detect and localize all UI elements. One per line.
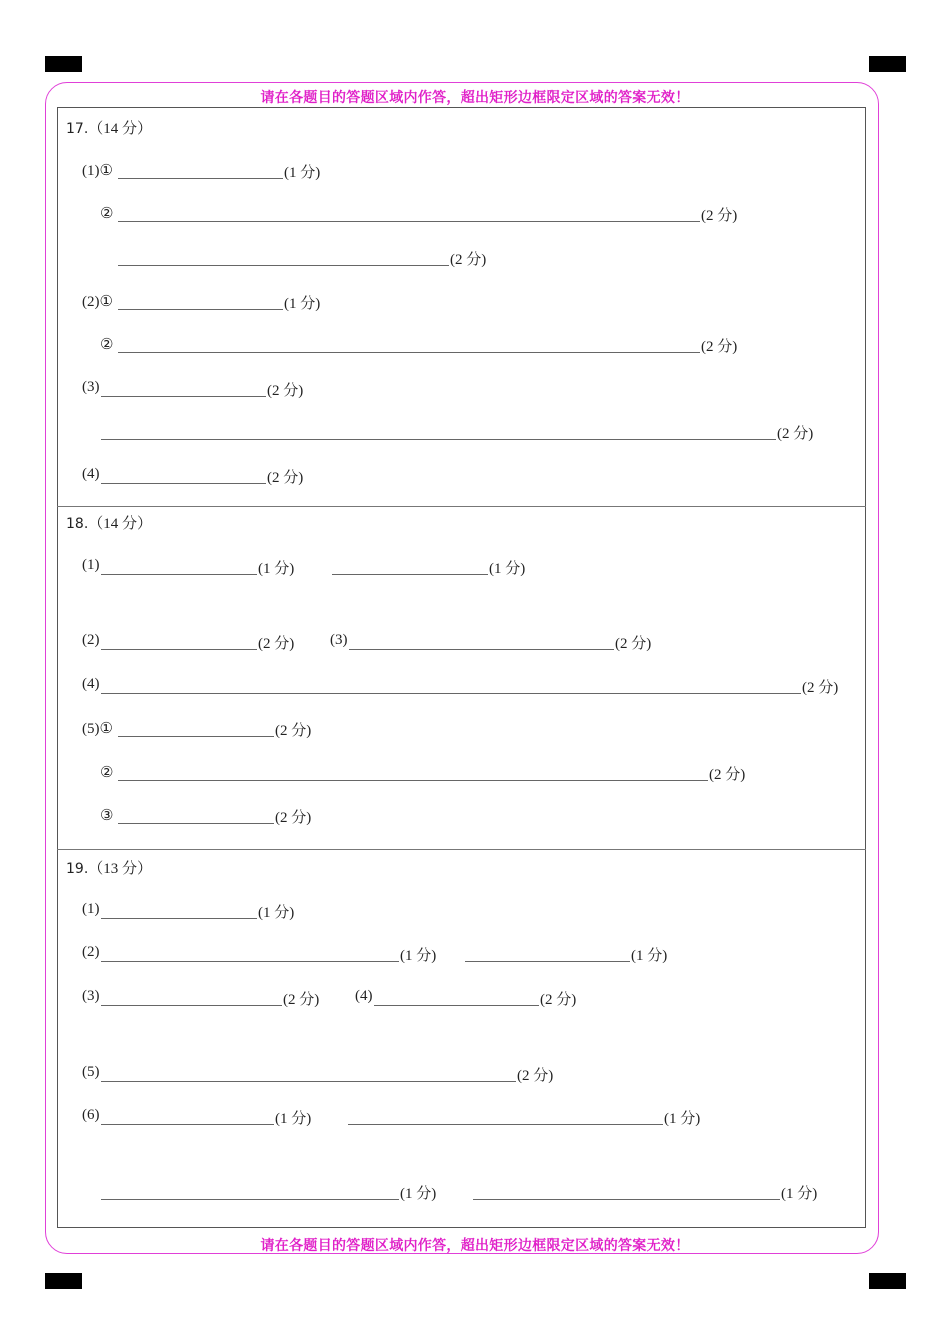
q19-2-2-answer-line[interactable] [465, 961, 630, 962]
q19-6-3-answer-line[interactable] [101, 1199, 399, 1200]
q19-number: 19. [66, 861, 89, 877]
q19-points: （13 分） [88, 861, 153, 877]
q18-2-answer-line[interactable] [101, 649, 257, 650]
q19-2-score: (1 分) [400, 948, 437, 964]
q17-1-2-score: (2 分) [701, 208, 738, 224]
q19-3-answer-line[interactable] [101, 1005, 282, 1006]
q19-3-score: (2 分) [283, 992, 320, 1008]
registration-marker-bottom-right [869, 1273, 906, 1289]
q19-6-answer-line[interactable] [101, 1124, 274, 1125]
q18-5-3-answer-line[interactable] [118, 823, 274, 824]
q17-1-2-label: ② [100, 206, 114, 222]
q18-5-1-score: (2 分) [275, 723, 312, 739]
q19-6-4-answer-line[interactable] [473, 1199, 780, 1200]
q19-6-3-score: (1 分) [400, 1186, 437, 1202]
q19-3-label: (3) [82, 988, 100, 1004]
section-divider-18-19 [57, 849, 866, 850]
q19-4-score: (2 分) [540, 992, 577, 1008]
q17-2-2-label: ② [100, 337, 114, 353]
q17-4-score: (2 分) [267, 470, 304, 486]
q19-1-score: (1 分) [258, 905, 295, 921]
q19-2-label: (2) [82, 944, 100, 960]
q17-1-3-answer-line[interactable] [118, 265, 449, 266]
q19-2-2-score: (1 分) [631, 948, 668, 964]
q18-1-answer-line[interactable] [101, 574, 257, 575]
q17-2-2-answer-line[interactable] [118, 352, 700, 353]
q19-2-answer-line[interactable] [101, 961, 399, 962]
q19-5-label: (5) [82, 1064, 100, 1080]
q17-3-2-answer-line[interactable] [101, 439, 776, 440]
answer-box [57, 107, 866, 1228]
q19-6-label: (6) [82, 1107, 100, 1123]
registration-marker-top-right [869, 56, 906, 72]
q18-4-score: (2 分) [802, 680, 839, 696]
q19-6-2-score: (1 分) [664, 1111, 701, 1127]
q18-1-2-score: (1 分) [489, 561, 526, 577]
q17-1-2-answer-line[interactable] [118, 221, 700, 222]
q18-title [66, 512, 152, 533]
q17-2-2-score: (2 分) [701, 339, 738, 355]
q19-title [66, 857, 152, 878]
q18-5-2-answer-line[interactable] [118, 780, 708, 781]
q18-3-score: (2 分) [615, 636, 652, 652]
q18-1-label: (1) [82, 557, 100, 573]
q18-5-1-label: (5)① [82, 721, 113, 737]
registration-marker-bottom-left [45, 1273, 82, 1289]
q19-5-score: (2 分) [517, 1068, 554, 1084]
section-divider-17-18 [57, 506, 866, 507]
q17-1-1-score: (1 分) [284, 165, 321, 181]
q18-5-3-label: ③ [100, 808, 114, 824]
q18-4-answer-line[interactable] [101, 693, 801, 694]
q18-5-2-label: ② [100, 765, 114, 781]
q17-2-1-label: (2)① [82, 294, 113, 310]
q17-title [66, 117, 152, 138]
q17-4-label: (4) [82, 466, 100, 482]
q18-5-3-score: (2 分) [275, 810, 312, 826]
q18-2-label: (2) [82, 632, 100, 648]
q18-1-score: (1 分) [258, 561, 295, 577]
q18-3-answer-line[interactable] [349, 649, 614, 650]
q18-number: 18. [66, 516, 89, 532]
q19-4-label: (4) [355, 988, 373, 1004]
q19-4-answer-line[interactable] [374, 1005, 539, 1006]
q17-3-2-score: (2 分) [777, 426, 814, 442]
q17-2-1-score: (1 分) [284, 296, 321, 312]
q17-1-1-answer-line[interactable] [118, 178, 283, 179]
q17-3-score: (2 分) [267, 383, 304, 399]
q17-1-1-label: (1)① [82, 163, 113, 179]
q17-number: 17. [66, 121, 89, 137]
q18-2-score: (2 分) [258, 636, 295, 652]
q17-3-label: (3) [82, 379, 100, 395]
q19-1-label: (1) [82, 901, 100, 917]
q17-1-3-score: (2 分) [450, 252, 487, 268]
warning-top: 请在各题目的答题区域内作答，超出矩形边框限定区域的答案无效！ [260, 90, 690, 106]
q17-2-1-answer-line[interactable] [118, 309, 283, 310]
q18-5-2-score: (2 分) [709, 767, 746, 783]
q18-points: （14 分） [88, 516, 153, 532]
q19-6-4-score: (1 分) [781, 1186, 818, 1202]
q17-4-answer-line[interactable] [101, 483, 266, 484]
q19-6-score: (1 分) [275, 1111, 312, 1127]
q19-5-answer-line[interactable] [101, 1081, 516, 1082]
q18-4-label: (4) [82, 676, 100, 692]
q18-3-label: (3) [330, 632, 348, 648]
q19-1-answer-line[interactable] [101, 918, 257, 919]
warning-bottom: 请在各题目的答题区域内作答，超出矩形边框限定区域的答案无效！ [260, 1238, 690, 1254]
q17-points: （14 分） [88, 121, 153, 137]
q17-3-answer-line[interactable] [101, 396, 266, 397]
registration-marker-top-left [45, 56, 82, 72]
q19-6-2-answer-line[interactable] [348, 1124, 663, 1125]
q18-5-1-answer-line[interactable] [118, 736, 274, 737]
q18-1-2-answer-line[interactable] [332, 574, 488, 575]
